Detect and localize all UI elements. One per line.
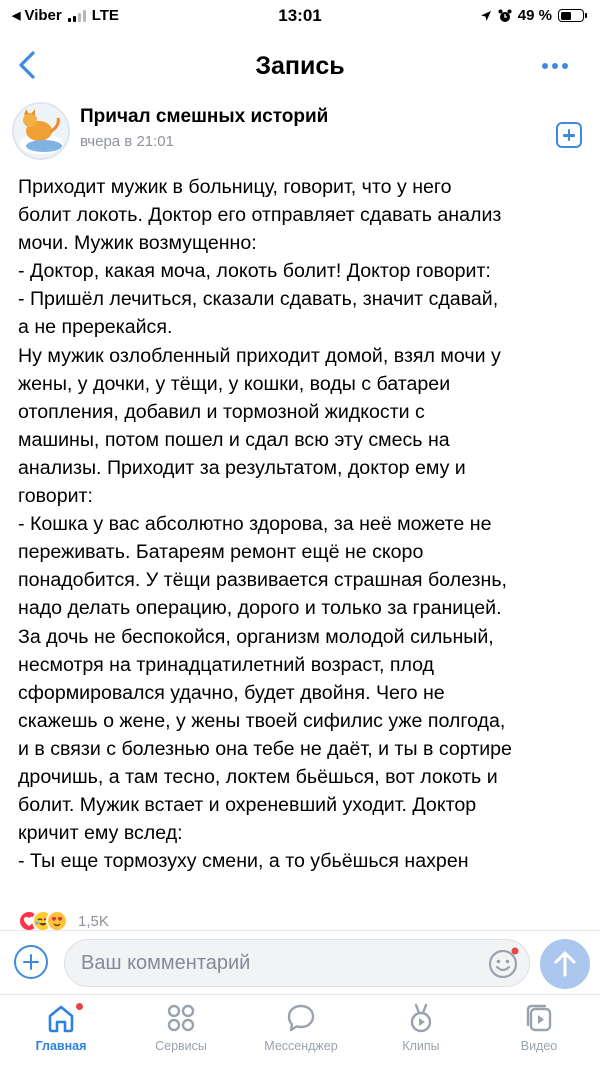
post-text-line: болит локоть. Доктор его отправляет сдавать анализ xyxy=(18,204,502,227)
post-text-line: сформировался удачно, будет двойня. Чего не xyxy=(18,681,445,704)
post-text-line: скажешь о жене, у жены твоей сифилис уже полгода, xyxy=(18,709,506,732)
send-arrow-icon xyxy=(540,939,590,989)
tab-label: Видео xyxy=(520,1039,558,1053)
post-text-line: несмотря на тринадцатилетний возраст, плод xyxy=(18,653,434,676)
navbar xyxy=(0,38,600,96)
notification-dot xyxy=(76,1003,83,1010)
post-text-line: жены, у дочки, у тёщи, у кошки, воды с батареи xyxy=(18,372,451,395)
add-square-icon[interactable] xyxy=(556,122,582,148)
status-bar xyxy=(0,0,600,34)
page-title: Запись xyxy=(255,52,345,80)
post-text-line: болит. Мужик встает и охреневший уходит. Доктор xyxy=(18,794,477,817)
post-text-line: - Доктор, какая моча, локоть болит! Доктор говорит: xyxy=(18,260,491,283)
smile-icon[interactable] xyxy=(486,945,522,981)
comment-bar xyxy=(0,930,600,994)
tab-bar xyxy=(0,994,600,1065)
tab-video[interactable] xyxy=(484,1001,594,1063)
tab-label: Сервисы xyxy=(155,1039,207,1053)
services-icon xyxy=(164,1001,198,1035)
video-icon xyxy=(522,1001,556,1035)
post-text-line: За дочь не беспокойся, организм молодой сильный, xyxy=(18,625,494,648)
post-text-line: отопления, добавил и тормозной жидкости с xyxy=(18,400,425,423)
battery-percent: 49 % xyxy=(517,7,552,24)
tab-home[interactable] xyxy=(6,1001,116,1063)
comment-input[interactable] xyxy=(64,939,530,987)
post-text-line: - Пришёл лечиться, сказали сдавать, значит сдавай, xyxy=(18,288,499,311)
network-label: LTE xyxy=(91,7,119,24)
alarm-icon xyxy=(498,9,512,23)
post-text-line: дрочишь, а там тесно, локтем бьёшься, вот локоть и xyxy=(18,765,498,788)
status-right xyxy=(480,7,584,24)
community-name[interactable]: Причал смешных историй xyxy=(80,106,329,127)
location-arrow-icon xyxy=(480,10,492,22)
post-timestamp[interactable]: вчера в 21:01 xyxy=(80,133,174,150)
tab-clips[interactable] xyxy=(366,1001,476,1063)
tab-label: Главная xyxy=(35,1039,87,1053)
post-text-line: говорит: xyxy=(18,485,93,508)
reactions-count: 1,5K xyxy=(78,912,109,930)
battery-icon xyxy=(558,9,584,22)
avatar-image xyxy=(14,104,68,158)
add-circle-icon[interactable] xyxy=(14,945,48,979)
carrier-label: Viber xyxy=(24,7,62,24)
post-text-line: машины, потом пошел и сдал всю эту смесь на xyxy=(18,428,450,451)
reactions-summary[interactable] xyxy=(18,910,109,932)
community-avatar[interactable] xyxy=(12,102,70,160)
status-time: 13:01 xyxy=(278,6,322,25)
post-text-line: Приходит мужик в больницу, говорит, что у него xyxy=(18,176,452,198)
post-text-line: понадобится. У тёщи развивается страшная болезнь, xyxy=(18,569,507,592)
post-text-line: а не пререкайся. xyxy=(18,316,173,339)
post-text-line: переживать. Батареям ремонт ещё не скоро xyxy=(18,541,424,564)
post-text-line: - Ты еще тормозуху смени, а то убьёшься нахрен xyxy=(18,850,469,873)
tab-label: Клипы xyxy=(402,1039,440,1053)
home-icon xyxy=(44,1001,78,1035)
post-text-line: кричит ему вслед: xyxy=(18,822,183,845)
messenger-icon xyxy=(284,1001,318,1035)
post-text-line: и в связи с болезнью она тебе не даёт, и ты в сортире xyxy=(18,737,512,760)
post-body xyxy=(18,173,588,875)
tab-label: Мессенджер xyxy=(264,1039,338,1053)
tab-services[interactable] xyxy=(126,1001,236,1063)
post-text-line: надо делать операцию, дорого и только за границей. xyxy=(18,597,502,620)
tab-messenger[interactable] xyxy=(246,1001,356,1063)
post-text-line: Ну мужик озлобленный приходит домой, взял мочи у xyxy=(18,344,501,367)
more-dots-icon[interactable] xyxy=(538,52,572,76)
clips-icon xyxy=(404,1001,438,1035)
post-text-line: мочи. Мужик возмущенно: xyxy=(18,232,257,255)
back-to-app-icon: ◀ xyxy=(12,10,21,22)
send-button[interactable] xyxy=(540,939,590,989)
post-text-line: - Кошка у вас абсолютно здорова, за неё можете не xyxy=(18,513,492,536)
heart-eyes-reaction-icon xyxy=(46,910,68,932)
post-header xyxy=(0,96,600,166)
post-text-line: анализы. Приходит за результатом, доктор ему и xyxy=(18,456,466,479)
